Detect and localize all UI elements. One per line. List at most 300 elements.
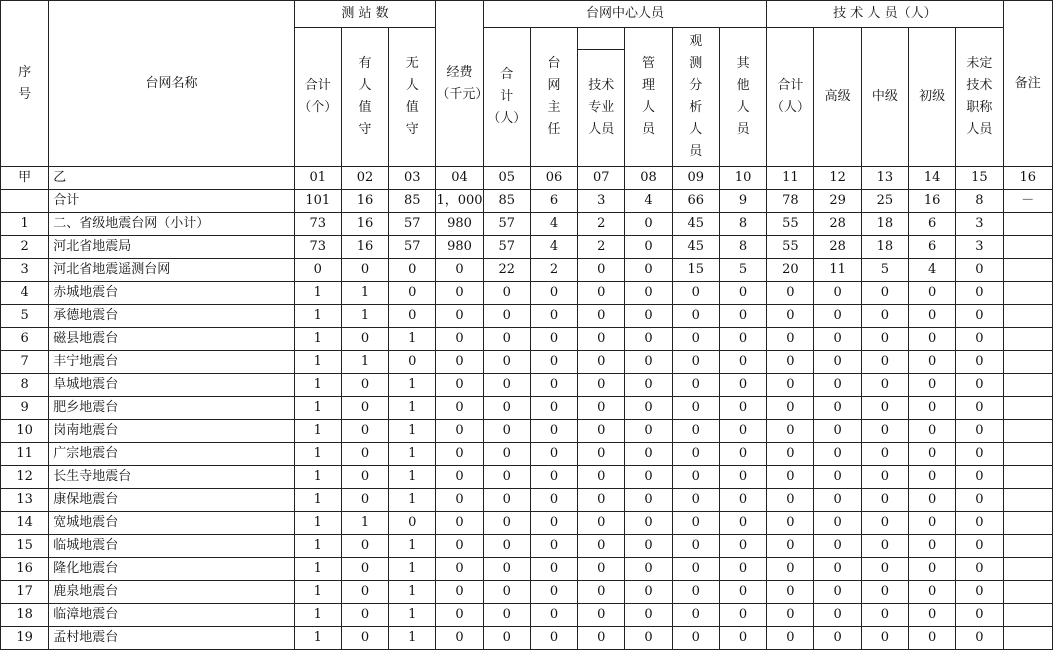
value-cell (1003, 420, 1052, 443)
value-cell: 0 (672, 627, 719, 650)
value-cell: 0 (389, 512, 436, 535)
value-cell: 0 (719, 420, 766, 443)
value-cell: 0 (530, 535, 577, 558)
value-cell: 0 (341, 397, 388, 420)
code-cell: 14 (908, 167, 955, 190)
value-cell: 1 (294, 420, 341, 443)
value-cell: 1 (389, 397, 436, 420)
value-cell: 28 (814, 213, 861, 236)
value-cell: 0 (908, 558, 955, 581)
network-name-cell: 二、省级地震台网（小计） (49, 213, 294, 236)
value-cell: 0 (483, 374, 530, 397)
value-cell: 0 (719, 512, 766, 535)
value-cell: 3 (578, 190, 625, 213)
value-cell: 0 (956, 604, 1003, 627)
value-cell: 0 (625, 374, 672, 397)
value-cell: 1 (341, 282, 388, 305)
value-cell: 20 (767, 259, 814, 282)
value-cell: 0 (389, 305, 436, 328)
value-cell: 0 (483, 466, 530, 489)
value-cell: 1 (389, 489, 436, 512)
seq-cell: 4 (1, 282, 49, 305)
value-cell: 0 (672, 466, 719, 489)
table-row (1, 282, 1053, 305)
value-cell: 0 (530, 558, 577, 581)
value-cell: 0 (956, 305, 1003, 328)
seq-cell: 1 (1, 213, 49, 236)
value-cell: 2 (578, 213, 625, 236)
value-cell: 0 (578, 512, 625, 535)
value-cell: 0 (908, 581, 955, 604)
value-cell: 0 (483, 627, 530, 650)
value-cell: 0 (341, 489, 388, 512)
code-cell: 03 (389, 167, 436, 190)
value-cell: 0 (908, 512, 955, 535)
value-cell: 0 (767, 282, 814, 305)
value-cell: 0 (719, 328, 766, 351)
value-cell: 1 (294, 328, 341, 351)
header-center-mgmt (625, 28, 672, 167)
table-row (1, 627, 1053, 650)
network-name-cell: 磁县地震台 (49, 328, 294, 351)
value-cell: 0 (814, 305, 861, 328)
value-cell: 15 (672, 259, 719, 282)
value-cell: 0 (530, 581, 577, 604)
network-name-cell: 河北省地震局 (49, 236, 294, 259)
value-cell (1003, 236, 1052, 259)
header-tech-staff-group: 技 术 人 员（人） (767, 1, 1003, 28)
header-text-line: 合 (500, 67, 514, 82)
value-cell: 0 (719, 443, 766, 466)
value-cell: 28 (814, 236, 861, 259)
seq-cell: 18 (1, 604, 49, 627)
value-cell: 0 (530, 466, 577, 489)
value-cell: 0 (436, 466, 483, 489)
value-cell: 0 (625, 236, 672, 259)
value-cell: 16 (341, 213, 388, 236)
value-cell (1003, 466, 1052, 489)
value-cell: 0 (578, 489, 625, 512)
value-cell: 0 (436, 305, 483, 328)
value-cell: 0 (436, 604, 483, 627)
value-cell: 0 (625, 466, 672, 489)
value-cell: 0 (861, 604, 908, 627)
value-cell: 0 (436, 328, 483, 351)
value-cell: 0 (578, 420, 625, 443)
value-cell: 0 (767, 328, 814, 351)
header-text-line: 序 (18, 64, 32, 80)
value-cell: 0 (767, 351, 814, 374)
value-cell: 3 (956, 236, 1003, 259)
value-cell: 9 (719, 190, 766, 213)
value-cell: 1 (341, 351, 388, 374)
value-cell: 0 (436, 397, 483, 420)
header-text-line: 理 (642, 78, 656, 93)
seq-cell: 17 (1, 581, 49, 604)
value-cell: 0 (719, 466, 766, 489)
header-text-line: 值 (358, 100, 372, 115)
value-cell: 0 (341, 535, 388, 558)
value-cell: 18 (861, 236, 908, 259)
value-cell: 0 (389, 351, 436, 374)
value-cell: 0 (389, 259, 436, 282)
header-text-line: 其 (736, 56, 750, 71)
table-row (1, 466, 1053, 489)
value-cell: 45 (672, 236, 719, 259)
value-cell: 0 (436, 282, 483, 305)
header-text-line: 网 (547, 78, 561, 93)
value-cell (1003, 581, 1052, 604)
header-text-line: 观 (689, 34, 703, 49)
header-funding (436, 1, 489, 167)
value-cell: 0 (719, 397, 766, 420)
value-cell: 0 (672, 604, 719, 627)
value-cell: 0 (341, 627, 388, 650)
value-cell: 0 (530, 443, 577, 466)
value-cell: 0 (483, 282, 530, 305)
value-cell: 0 (719, 282, 766, 305)
value-cell: 0 (719, 581, 766, 604)
header-text-line: 职称 (966, 100, 993, 115)
table-body (1, 167, 1053, 650)
value-cell: 0 (814, 512, 861, 535)
network-name-cell: 临漳地震台 (49, 604, 294, 627)
code-cell: 08 (625, 167, 672, 190)
value-cell: 0 (578, 466, 625, 489)
code-cell: 甲 (1, 167, 49, 190)
value-cell: 0 (578, 535, 625, 558)
value-cell: 0 (814, 397, 861, 420)
network-name-cell: 孟村地震台 (49, 627, 294, 650)
value-cell: 0 (578, 627, 625, 650)
network-name-cell: 合计 (49, 190, 294, 213)
header-tech-untitled (956, 28, 1003, 167)
value-cell: 29 (814, 190, 861, 213)
network-name-cell: 临城地震台 (49, 535, 294, 558)
value-cell: 0 (861, 374, 908, 397)
value-cell: 0 (436, 581, 483, 604)
header-tech-senior: 高级 (814, 28, 861, 167)
header-text-line: 经费 (446, 64, 473, 80)
value-cell: 0 (483, 397, 530, 420)
value-cell: 0 (530, 604, 577, 627)
value-cell: 16 (341, 190, 388, 213)
value-cell: 0 (814, 351, 861, 374)
seq-cell: 6 (1, 328, 49, 351)
value-cell: 4 (908, 259, 955, 282)
header-text-line: 员 (689, 144, 703, 159)
value-cell: 0 (483, 558, 530, 581)
network-name-cell: 宽城地震台 (49, 512, 294, 535)
seq-cell: 11 (1, 443, 49, 466)
value-cell: 0 (578, 397, 625, 420)
value-cell: 0 (861, 397, 908, 420)
header-tech-junior: 初级 (908, 28, 955, 167)
value-cell: 0 (625, 512, 672, 535)
value-cell: 85 (389, 190, 436, 213)
value-cell: 0 (719, 627, 766, 650)
value-cell: 0 (483, 328, 530, 351)
table-row (1, 397, 1053, 420)
value-cell (1003, 259, 1052, 282)
value-cell: 1 (389, 420, 436, 443)
value-cell: 1 (294, 466, 341, 489)
header-text-line: 专业 (588, 100, 615, 115)
code-cell: 11 (767, 167, 814, 190)
value-cell: 0 (483, 604, 530, 627)
value-cell: 0 (719, 535, 766, 558)
seq-cell: 19 (1, 627, 49, 650)
value-cell: 1 (341, 305, 388, 328)
value-cell: 0 (861, 581, 908, 604)
seq-cell (1, 190, 49, 213)
value-cell: 73 (294, 213, 341, 236)
value-cell: 0 (908, 627, 955, 650)
header-station-staffed (341, 28, 388, 167)
value-cell: 1 (389, 581, 436, 604)
value-cell: 0 (483, 489, 530, 512)
value-cell: 0 (719, 374, 766, 397)
value-cell: 0 (341, 466, 388, 489)
code-cell: 05 (483, 167, 530, 190)
value-cell: 0 (625, 581, 672, 604)
value-cell: 0 (908, 420, 955, 443)
value-cell: 0 (625, 213, 672, 236)
value-cell (1003, 443, 1052, 466)
header-text-line: 合计 (304, 78, 331, 93)
value-cell: 0 (861, 443, 908, 466)
value-cell: 0 (625, 558, 672, 581)
value-cell: 0 (578, 374, 625, 397)
value-cell: 0 (956, 627, 1003, 650)
table-row (1, 374, 1053, 397)
value-cell: 1 (294, 627, 341, 650)
value-cell: 1 (294, 351, 341, 374)
code-cell: 12 (814, 167, 861, 190)
value-cell: 6 (908, 213, 955, 236)
value-cell: 78 (767, 190, 814, 213)
table-row (1, 351, 1053, 374)
value-cell: 85 (483, 190, 530, 213)
value-cell: 0 (956, 259, 1003, 282)
seq-cell: 15 (1, 535, 49, 558)
header-text-line: （千元） (436, 86, 489, 102)
header-text-line: 人 (405, 78, 419, 93)
value-cell: 0 (578, 328, 625, 351)
network-name-cell: 丰宁地震台 (49, 351, 294, 374)
value-cell: 0 (625, 627, 672, 650)
table-row (1, 558, 1053, 581)
value-cell: 0 (530, 282, 577, 305)
value-cell: 0 (625, 443, 672, 466)
header-station-count-group: 测 站 数 (294, 1, 436, 28)
network-name-cell: 岗南地震台 (49, 420, 294, 443)
header-text-line: 员 (736, 122, 750, 137)
value-cell: 0 (767, 535, 814, 558)
value-cell: 0 (767, 489, 814, 512)
value-cell: 0 (530, 420, 577, 443)
network-name-cell: 阜城地震台 (49, 374, 294, 397)
header-text-line: 技术 (588, 78, 615, 93)
network-name-cell: 隆化地震台 (49, 558, 294, 581)
seq-cell: 8 (1, 374, 49, 397)
value-cell (1003, 535, 1052, 558)
value-cell: 0 (436, 535, 483, 558)
value-cell (1003, 604, 1052, 627)
value-cell (1003, 397, 1052, 420)
value-cell: 0 (341, 328, 388, 351)
table-row (1, 190, 1053, 213)
table-row (1, 535, 1053, 558)
value-cell: 0 (625, 351, 672, 374)
value-cell: 0 (767, 581, 814, 604)
value-cell: 1 (294, 489, 341, 512)
value-cell: 0 (625, 328, 672, 351)
value-cell: 25 (861, 190, 908, 213)
value-cell (1003, 351, 1052, 374)
value-cell: 0 (625, 397, 672, 420)
value-cell: 0 (767, 374, 814, 397)
value-cell: 16 (341, 236, 388, 259)
value-cell: 0 (861, 351, 908, 374)
value-cell: 1 (389, 328, 436, 351)
value-cell: 0 (956, 374, 1003, 397)
code-cell: 09 (672, 167, 719, 190)
value-cell: － (1003, 190, 1052, 213)
value-cell: 0 (483, 581, 530, 604)
value-cell: 1 (389, 558, 436, 581)
value-cell: 0 (956, 282, 1003, 305)
table-row (1, 328, 1053, 351)
header-text-line: 任 (547, 122, 561, 137)
value-cell: 1 (294, 558, 341, 581)
code-row (1, 167, 1053, 190)
value-cell: 0 (861, 466, 908, 489)
value-cell: 0 (908, 328, 955, 351)
table-row (1, 420, 1053, 443)
value-cell: 0 (814, 627, 861, 650)
seq-cell: 12 (1, 466, 49, 489)
value-cell: 0 (625, 282, 672, 305)
value-cell: 0 (861, 489, 908, 512)
value-cell: 0 (625, 535, 672, 558)
header-tech-middle: 中级 (861, 28, 908, 167)
value-cell: 0 (814, 558, 861, 581)
value-cell: 0 (483, 351, 530, 374)
value-cell: 0 (861, 535, 908, 558)
value-cell: 0 (625, 489, 672, 512)
header-text-line: 他 (736, 78, 750, 93)
value-cell: 0 (672, 305, 719, 328)
value-cell: 1 (389, 466, 436, 489)
value-cell: 1 (294, 604, 341, 627)
value-cell: 0 (908, 282, 955, 305)
value-cell: 0 (483, 420, 530, 443)
seq-cell: 3 (1, 259, 49, 282)
value-cell: 4 (625, 190, 672, 213)
value-cell (1003, 512, 1052, 535)
value-cell: 1 (389, 604, 436, 627)
header-text-line: 人 (642, 100, 656, 115)
value-cell: 22 (483, 259, 530, 282)
seq-cell: 10 (1, 420, 49, 443)
value-cell: 0 (672, 328, 719, 351)
code-cell: 乙 (49, 167, 294, 190)
value-cell: 0 (341, 420, 388, 443)
value-cell: 0 (719, 489, 766, 512)
code-cell: 01 (294, 167, 341, 190)
value-cell: 0 (814, 604, 861, 627)
header-center-tech (578, 50, 625, 167)
value-cell: 0 (956, 535, 1003, 558)
value-cell: 0 (908, 305, 955, 328)
value-cell: 0 (767, 512, 814, 535)
value-cell: 1 (294, 305, 341, 328)
header-text-line: 人 (358, 78, 372, 93)
table-row (1, 512, 1053, 535)
value-cell: 0 (767, 420, 814, 443)
value-cell: 0 (767, 305, 814, 328)
table-row (1, 236, 1053, 259)
value-cell (1003, 282, 1052, 305)
value-cell: 0 (767, 397, 814, 420)
value-cell: 0 (578, 558, 625, 581)
value-cell: 0 (956, 558, 1003, 581)
value-cell: 0 (908, 466, 955, 489)
value-cell: 0 (436, 558, 483, 581)
value-cell: 0 (814, 374, 861, 397)
value-cell: 0 (767, 627, 814, 650)
value-cell: 0 (578, 581, 625, 604)
value-cell: 1 (294, 282, 341, 305)
value-cell (1003, 627, 1052, 650)
value-cell: 980 (436, 236, 483, 259)
table-row (1, 443, 1053, 466)
value-cell: 0 (483, 512, 530, 535)
value-cell: 0 (578, 351, 625, 374)
value-cell: 0 (341, 374, 388, 397)
value-cell: 18 (861, 213, 908, 236)
value-cell: 0 (530, 512, 577, 535)
value-cell: 0 (861, 282, 908, 305)
value-cell: 0 (861, 420, 908, 443)
value-cell: 0 (530, 627, 577, 650)
value-cell: 8 (719, 213, 766, 236)
seq-cell: 16 (1, 558, 49, 581)
header-text-line: 技术 (966, 78, 993, 93)
value-cell: 0 (578, 259, 625, 282)
value-cell: 0 (908, 489, 955, 512)
value-cell: 0 (578, 305, 625, 328)
header-text-line: （人） (487, 111, 527, 126)
value-cell: 0 (672, 489, 719, 512)
value-cell: 101 (294, 190, 341, 213)
header-text-line: （个） (298, 100, 338, 115)
header-text-line: 台 (547, 56, 561, 71)
network-name-cell: 康保地震台 (49, 489, 294, 512)
value-cell: 6 (530, 190, 577, 213)
value-cell: 0 (341, 443, 388, 466)
value-cell: 0 (814, 420, 861, 443)
value-cell: 4 (530, 236, 577, 259)
value-cell: 0 (341, 259, 388, 282)
value-cell: 0 (625, 420, 672, 443)
value-cell: 57 (389, 236, 436, 259)
header-text-line: 计 (500, 89, 514, 104)
value-cell: 0 (956, 420, 1003, 443)
value-cell: 0 (294, 259, 341, 282)
value-cell: 1 (294, 581, 341, 604)
